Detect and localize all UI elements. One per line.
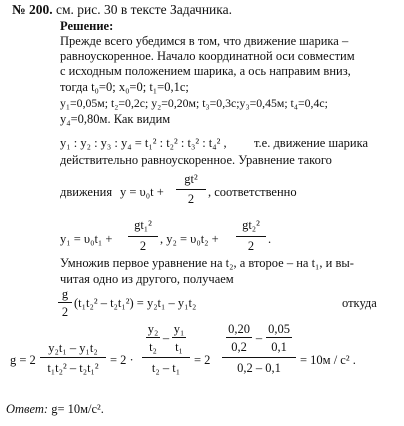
num-02: 0,2 [231,340,247,354]
problem-header [12,3,232,17]
answer-label: Ответ: [6,402,49,416]
problem-number: № 200. [12,2,53,17]
fraction-bar [128,236,158,237]
num-005: 0,05 [268,322,290,336]
g-numerator: g [61,287,69,301]
gt2sq-denominator: 2 [247,239,255,253]
minus-sign: – [162,331,170,345]
gt2-denominator: 2 [187,192,195,206]
ratio-conclusion: т.е. движение шарика [254,136,369,150]
hence-word: откуда [342,296,377,310]
y2-over: y₂ [147,322,159,336]
text-line-8: действительно равноускоренное. Уравнение такого [60,153,332,167]
fraction-bar [142,357,190,358]
fraction-bar [40,357,106,358]
result: = 10м / с² . [300,353,356,367]
fraction-bar [266,337,292,338]
end-period: . [268,232,272,246]
problem-reference: см. рис. 30 в тексте Задачника. [55,2,232,17]
ratio-equation: y₁ : y₂ : y₃ : y₄ = t₁² : t₂² : t₃² : t₄² , [60,136,227,150]
motion-equation: y = υ₀t + [120,185,164,199]
fraction-bar [176,189,206,190]
solution-heading: Решение: [60,19,114,33]
fraction-bar [146,337,160,338]
t2-under: t₂ [149,340,157,354]
motion-suffix: , соответственно [208,185,297,199]
equals-two: = 2 [194,353,211,367]
num-diff-denominator: 0,2 – 0,1 [237,361,281,375]
y1-over: y₁ [173,322,185,336]
gt2sq-numerator: gt₂² [242,218,260,232]
text-line-11: Умножив первое уравнение на t₂, а второе – на t₁, и вы- [60,256,354,270]
text-line-1: Прежде всего убедимся в том, что движение шарика – [60,34,349,48]
t1-under: t₁ [175,340,183,354]
gt2-numerator: gt² [184,172,198,186]
fraction-bar [236,236,266,237]
gt1sq-denominator: 2 [139,239,147,253]
y2-equation: , y₂ = υ₀t₂ + [160,232,219,246]
y1-equation: y₁ = υ₀t₁ + [60,232,113,246]
g-formula-start: g = 2 [10,353,36,367]
minus-sign: – [255,331,263,345]
main-numerator: y₂t₁ – y₁t₂ [48,341,98,355]
fraction-bar [172,337,186,338]
answer-line [6,402,104,416]
fraction-bar [226,337,252,338]
text-line-3: с исходным положением шарика, а ось направим вниз, [60,64,351,78]
fraction-bar [222,357,296,358]
gt1sq-numerator: gt₁² [134,218,152,232]
dt-denominator: t₂ – t₁ [151,361,181,375]
motion-label: движения [60,185,113,199]
times-two: = 2 · [110,353,134,367]
text-line-6: y₄=0,80м. Как видим [60,112,171,126]
num-01: 0,1 [271,340,287,354]
main-denominator: t₁t₂² – t₂t₁² [47,361,99,375]
text-line-12: читая одно из другого, получаем [60,272,234,286]
answer-value: g= 10м/с². [51,402,104,416]
product-equation: (t₁t₂² – t₂t₁²) = y₂t₁ – y₁t₂ [74,296,197,310]
text-line-4: тогда t₀=0; x₀=0; t₁=0,1с; [60,80,189,94]
text-line-2: равноускоренное. Начало координатной оси совместим [60,49,355,63]
num-020: 0,20 [228,322,250,336]
fraction-bar [58,302,72,303]
text-line-5: y₁=0,05м; t₂=0,2с; y₂=0,20м; t₃=0,3с;y₃=0,45м; t₄=0,4с; [60,96,328,110]
g-denominator: 2 [61,305,69,319]
